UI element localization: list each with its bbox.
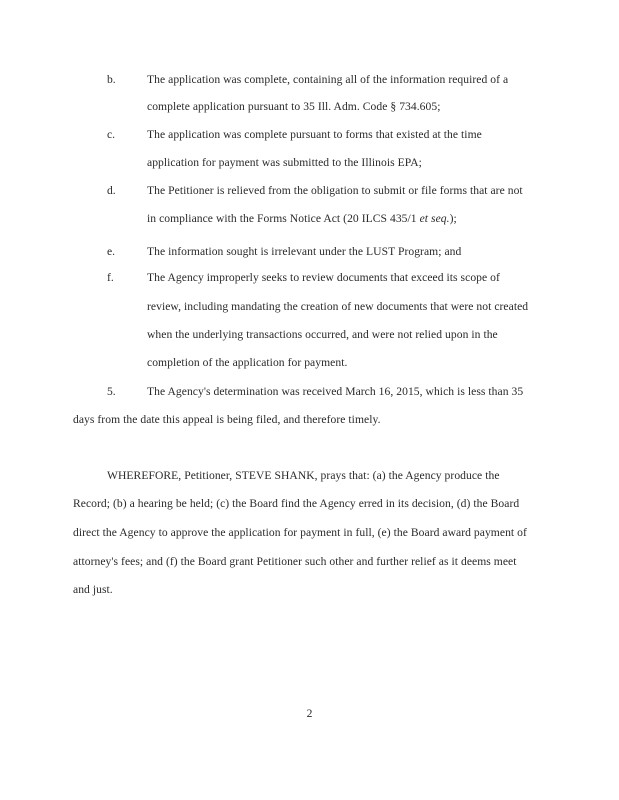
- paragraph-number-5: 5.: [107, 385, 116, 398]
- list-marker-e: e.: [107, 245, 116, 258]
- wherefore-line-1: WHEREFORE, Petitioner, STEVE SHANK, prays that: (a) the Agency produce the: [107, 469, 500, 482]
- list-marker-d: d.: [107, 184, 116, 197]
- list-marker-c: c.: [107, 128, 116, 141]
- et-seq-citation: et seq.: [419, 212, 450, 225]
- item-f-line-2: review, including mandating the creation of new documents that were not created: [147, 300, 529, 313]
- item-b-line-2: complete application pursuant to 35 Ill. Adm. Code § 734.605;: [147, 100, 441, 113]
- wherefore-line-2: Record; (b) a hearing be held; (c) the Board find the Agency erred in its decision, (d) the Board: [73, 497, 520, 510]
- item-d-line-2-end: );: [449, 212, 457, 225]
- item-b-line-1: The application was complete, containing all of the information required of a: [147, 73, 509, 86]
- item-f-line-4: completion of the application for payment.: [147, 356, 348, 369]
- item-d-line-2: [147, 212, 457, 226]
- item-d-line-1: The Petitioner is relieved from the obligation to submit or file forms that are not: [147, 184, 523, 197]
- list-marker-f: f.: [107, 271, 114, 284]
- list-marker-b: b.: [107, 73, 116, 86]
- item-f-line-3: when the underlying transactions occurred, and were not relied upon in the: [147, 328, 498, 341]
- page-number: 2: [306, 707, 313, 720]
- item-f-line-1: The Agency improperly seeks to review documents that exceed its scope of: [147, 271, 500, 284]
- item-e-line-1: The information sought is irrelevant under the LUST Program; and: [147, 245, 462, 258]
- paragraph-5-line-1: The Agency's determination was received March 16, 2015, which is less than 35: [147, 385, 524, 398]
- item-d-line-2-text: in compliance with the Forms Notice Act (20 ILCS 435/1: [147, 212, 420, 225]
- item-c-line-2: application for payment was submitted to the Illinois EPA;: [147, 156, 422, 169]
- wherefore-line-4: attorney's fees; and (f) the Board grant Petitioner such other and further relief as it deems meet: [73, 555, 517, 568]
- wherefore-line-5: and just.: [73, 583, 113, 596]
- item-c-line-1: The application was complete pursuant to forms that existed at the time: [147, 128, 482, 141]
- paragraph-5-line-2: days from the date this appeal is being filed, and therefore timely.: [73, 413, 381, 426]
- wherefore-line-3: direct the Agency to approve the application for payment in full, (e) the Board award payment of: [73, 526, 527, 539]
